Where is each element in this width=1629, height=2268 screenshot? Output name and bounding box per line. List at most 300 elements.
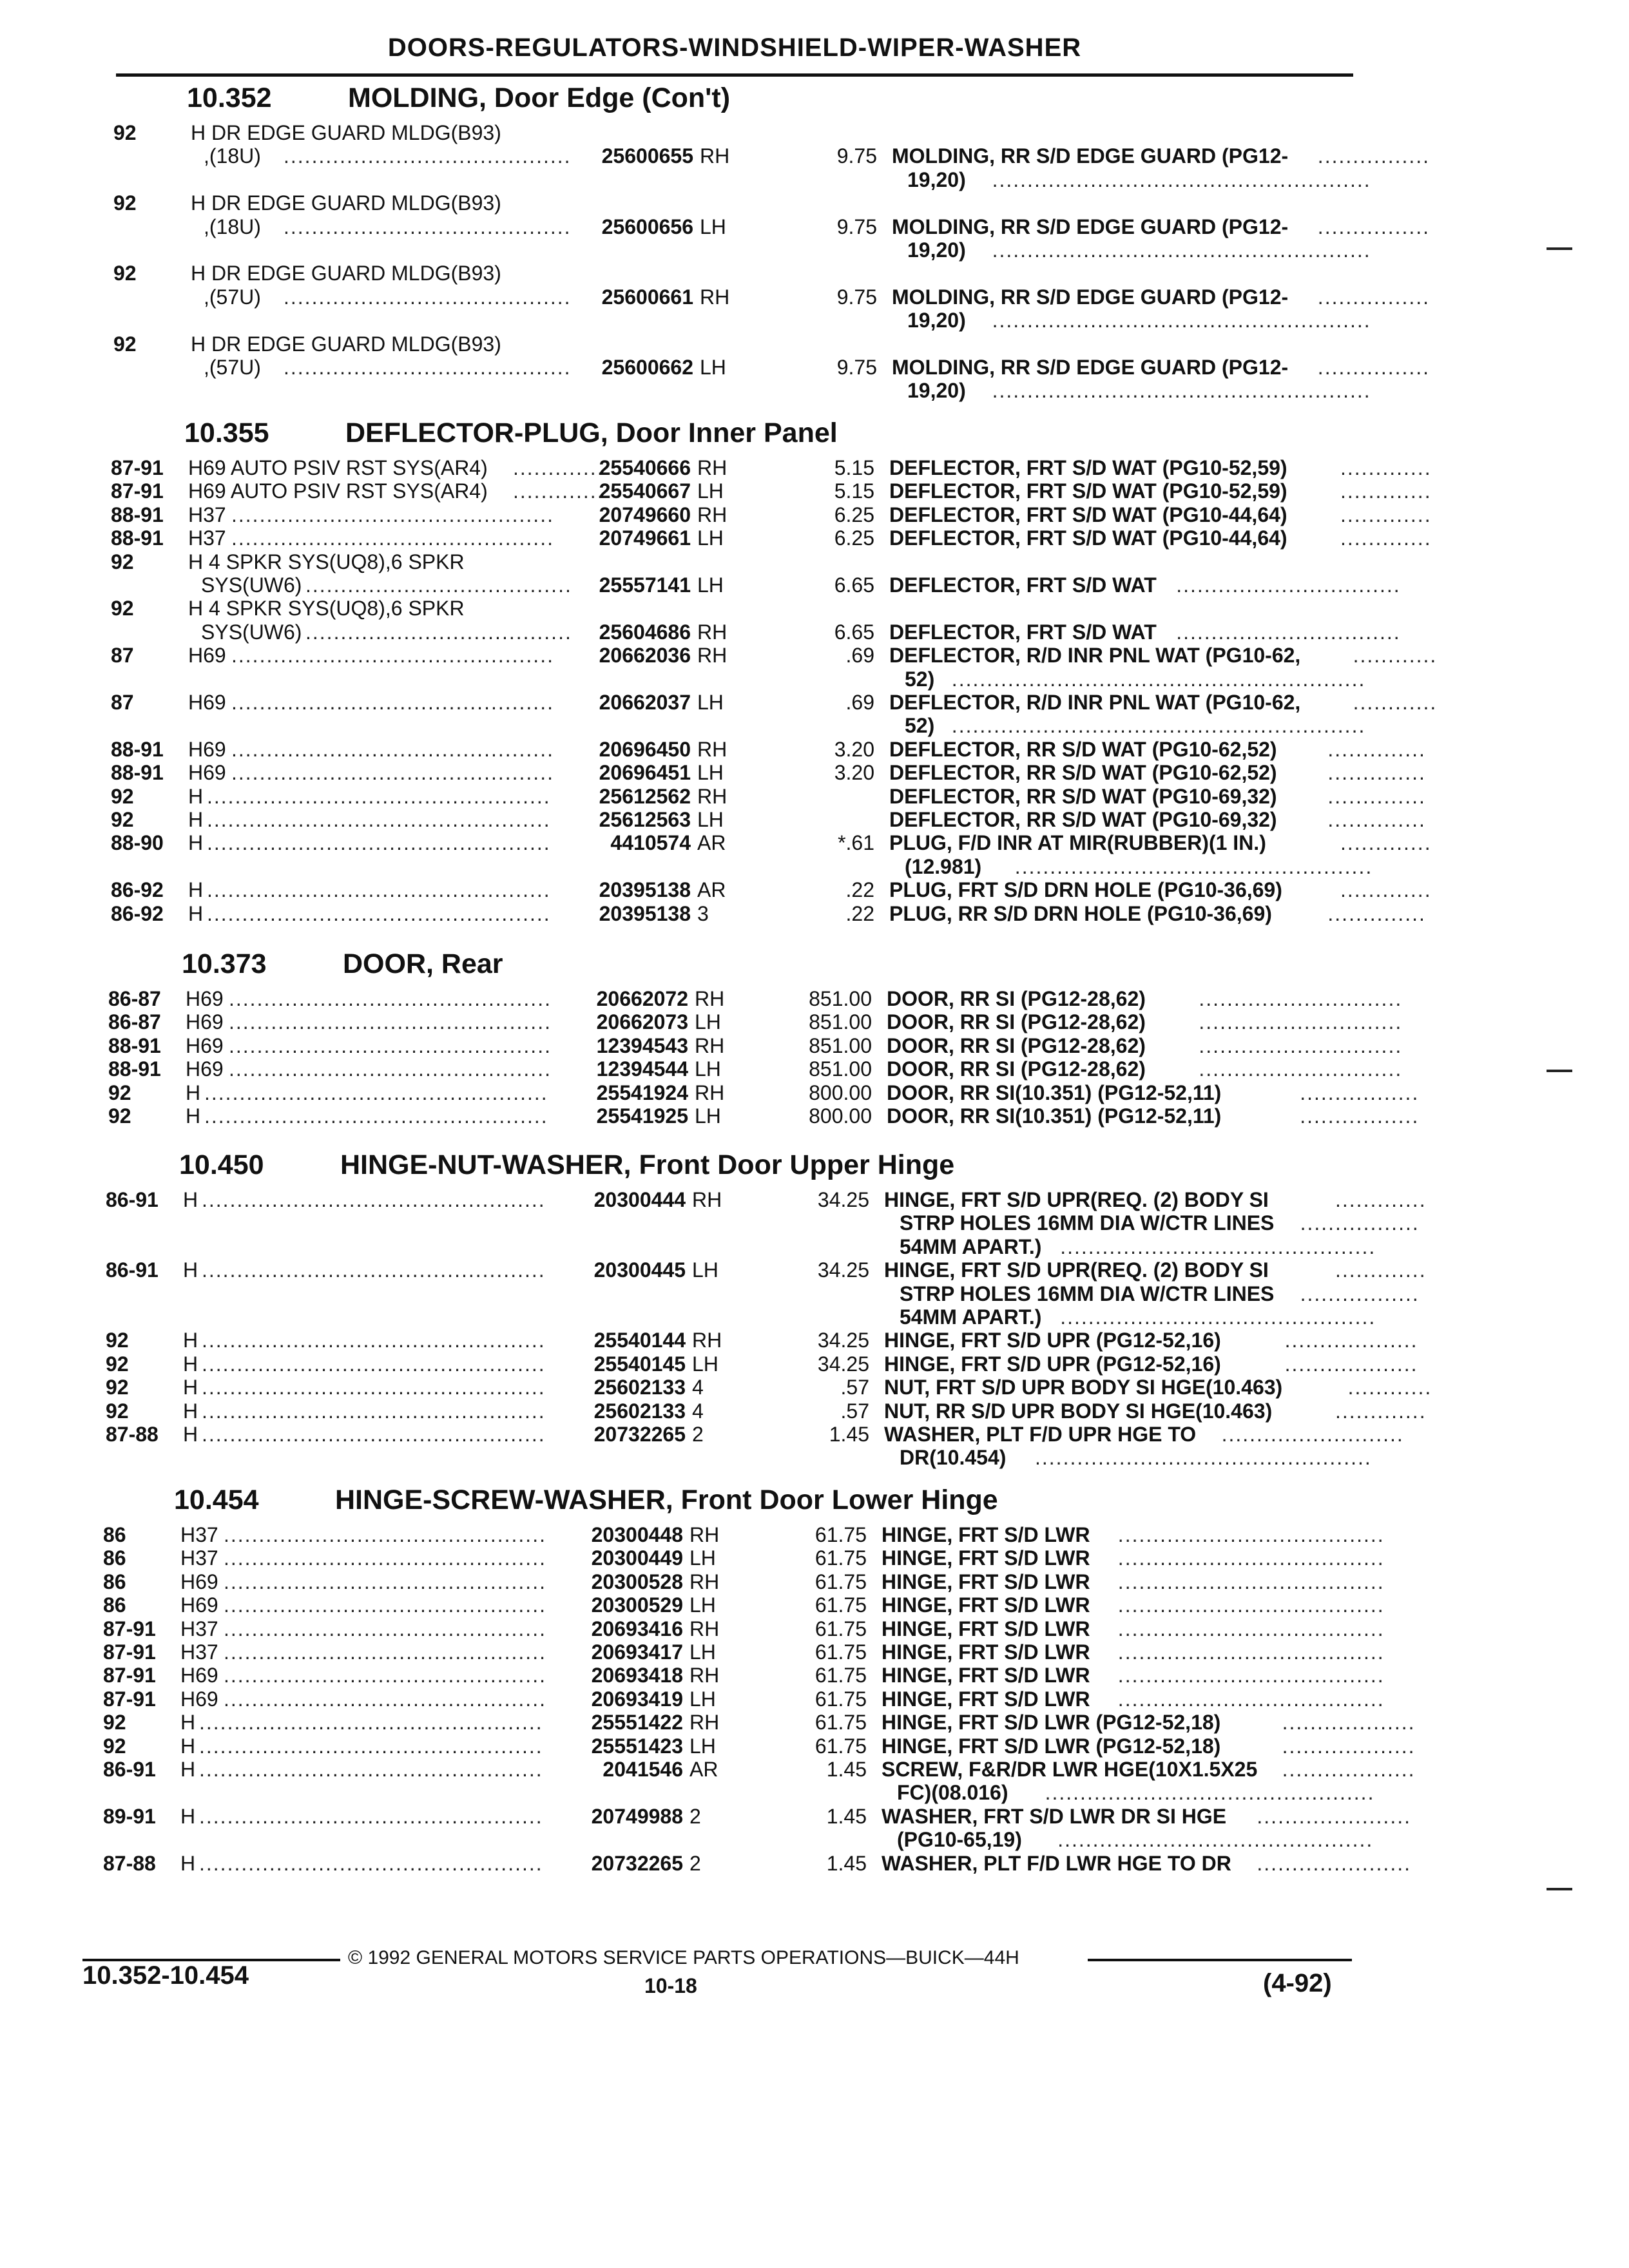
- part-number: 20300528: [591, 1570, 683, 1593]
- leader-dots: ...................: [1282, 1758, 1416, 1781]
- description: HINGE, FRT S/D UPR (PG12-52,16): [884, 1352, 1221, 1376]
- description: SCREW, F&R/DR LWR HGE(10X1.5X25: [882, 1758, 1258, 1781]
- leader-dots: ..............: [1327, 737, 1426, 761]
- model-code: H37: [180, 1640, 218, 1664]
- leader-dots: ................: [1317, 285, 1431, 309]
- model-code: ,(18U): [204, 144, 261, 168]
- section-number: 10.355: [184, 418, 269, 448]
- leader-dots: ................: [1317, 144, 1431, 168]
- part-row: [111, 714, 1400, 736]
- price: 34.25: [817, 1352, 869, 1376]
- quantity: LH: [700, 356, 726, 379]
- part-row: [106, 1376, 1432, 1399]
- model-code: H: [188, 878, 204, 902]
- leader-dots: .........................................: [284, 215, 572, 238]
- leader-dots: .............................................: [1060, 1235, 1376, 1258]
- part-number: 20732265: [593, 1423, 686, 1446]
- leader-dots: .............: [1340, 479, 1432, 503]
- description: DEFLECTOR, FRT S/D WAT (PG10-44,64): [889, 503, 1287, 526]
- model-year: 92: [103, 1734, 126, 1758]
- part-number: 25600655: [601, 144, 693, 168]
- leader-dots: ............: [1353, 691, 1438, 714]
- description: HINGE, FRT S/D LWR: [882, 1664, 1090, 1687]
- leader-dots: ......................................: [1117, 1687, 1385, 1711]
- part-row: [113, 215, 1431, 238]
- part-row: [111, 597, 1400, 619]
- model-year: 92: [106, 1329, 129, 1352]
- description: HINGE, FRT S/D LWR: [882, 1617, 1090, 1640]
- model-year: 87: [111, 691, 134, 714]
- part-number: 25604686: [599, 620, 691, 644]
- price: 5.15: [834, 456, 874, 479]
- leader-dots: .................................................: [207, 784, 551, 808]
- part-number: 20693416: [591, 1617, 683, 1640]
- part-row: [113, 191, 1402, 213]
- model-code: H: [183, 1376, 198, 1399]
- leader-dots: ...................: [1282, 1711, 1416, 1735]
- price: 61.75: [815, 1711, 867, 1735]
- leader-dots: ..............................................: [231, 761, 554, 785]
- part-number: 20749988: [591, 1804, 683, 1828]
- model-code: H69: [180, 1570, 218, 1593]
- leader-dots: ......................................: [1117, 1523, 1385, 1546]
- part-number: 12394543: [596, 1033, 688, 1057]
- model-code: H: [186, 1104, 201, 1128]
- leader-dots: ...........................................................: [951, 667, 1366, 691]
- leader-dots: .................: [1300, 1282, 1420, 1305]
- description: DEFLECTOR, RR S/D WAT (PG10-62,52): [889, 737, 1277, 761]
- part-row: [106, 1211, 1420, 1235]
- part-number: 2041546: [602, 1758, 683, 1781]
- description: 52): [905, 667, 935, 691]
- leader-dots: ................: [1317, 356, 1431, 379]
- model-year: 87-91: [111, 456, 164, 479]
- price: 3.20: [834, 761, 874, 785]
- model-code: H DR EDGE GUARD MLDG(B93): [191, 191, 501, 215]
- part-number: 25600662: [601, 356, 693, 379]
- price: .69: [845, 691, 874, 714]
- model-code: ,(57U): [204, 356, 261, 379]
- price: .57: [840, 1399, 869, 1423]
- model-year: 92: [111, 784, 134, 808]
- model-year: 86-91: [103, 1758, 156, 1781]
- part-number: 25541925: [596, 1104, 688, 1128]
- quantity: LH: [689, 1734, 716, 1758]
- quantity: LH: [689, 1687, 716, 1711]
- model-year: 87-88: [106, 1423, 159, 1446]
- part-number: 20662073: [596, 1010, 688, 1034]
- model-code: H: [180, 1804, 196, 1828]
- price: 5.15: [834, 479, 874, 503]
- quantity: 3: [697, 901, 709, 925]
- leader-dots: ................................: [1176, 573, 1401, 597]
- quantity: RH: [697, 784, 728, 808]
- description: 54MM APART.): [900, 1235, 1042, 1258]
- description: 19,20): [907, 168, 966, 191]
- model-year: 86: [103, 1593, 126, 1617]
- leader-dots: ............: [1347, 1376, 1432, 1399]
- price: 1.45: [829, 1423, 869, 1446]
- description: DEFLECTOR, RR S/D WAT (PG10-62,52): [889, 761, 1277, 785]
- leader-dots: ..............................................: [231, 691, 554, 714]
- leader-dots: ......................................: [1117, 1546, 1385, 1570]
- part-row: [111, 691, 1438, 714]
- leader-dots: ..............................................: [224, 1640, 546, 1664]
- part-row: [106, 1305, 1394, 1327]
- leader-dots: .................................................: [202, 1376, 546, 1399]
- part-row: [103, 1828, 1392, 1850]
- leader-dots: .................................................: [207, 831, 551, 855]
- price: 61.75: [815, 1617, 867, 1640]
- model-year: 88-91: [111, 737, 164, 761]
- description: 19,20): [907, 379, 966, 403]
- price: 61.75: [815, 1546, 867, 1570]
- price: .22: [845, 901, 874, 925]
- model-code: SYS(UW6): [201, 573, 302, 597]
- part-row: [111, 620, 1400, 642]
- model-code: H DR EDGE GUARD MLDG(B93): [191, 121, 501, 144]
- leader-dots: ......................................................: [992, 238, 1371, 262]
- leader-dots: .............................: [1199, 1057, 1403, 1081]
- description: HINGE, FRT S/D UPR(REQ. (2) BODY SI: [884, 1258, 1269, 1282]
- quantity: LH: [689, 1593, 716, 1617]
- part-number: 20693418: [591, 1664, 683, 1687]
- model-code: H: [188, 901, 204, 925]
- part-row: [103, 1687, 1392, 1709]
- model-year: 88-91: [108, 1057, 161, 1081]
- model-code: H: [183, 1188, 198, 1211]
- description: DEFLECTOR, FRT S/D WAT: [889, 573, 1157, 597]
- quantity: LH: [689, 1640, 716, 1664]
- quantity: LH: [697, 761, 724, 785]
- leader-dots: ..............................................: [224, 1617, 546, 1640]
- part-row: [111, 901, 1426, 925]
- part-row: [103, 1711, 1416, 1735]
- part-number: 20696451: [599, 761, 691, 785]
- description: 19,20): [907, 238, 966, 262]
- description: DEFLECTOR, FRT S/D WAT: [889, 620, 1157, 644]
- leader-dots: .................................................: [199, 1804, 543, 1828]
- description: MOLDING, RR S/D EDGE GUARD (PG12-: [892, 215, 1289, 238]
- footer-copyright: © 1992 GENERAL MOTORS SERVICE PARTS OPERATIONS—BUICK—44H: [348, 1947, 1019, 1968]
- quantity: LH: [689, 1546, 716, 1570]
- model-year: 87-91: [111, 479, 164, 503]
- description: 54MM APART.): [900, 1305, 1042, 1329]
- leader-dots: ..............: [1327, 901, 1426, 925]
- price: 1.45: [826, 1758, 867, 1781]
- part-number: 25540145: [593, 1352, 686, 1376]
- part-number: 25602133: [593, 1376, 686, 1399]
- model-year: 92: [103, 1711, 126, 1735]
- description: DEFLECTOR, FRT S/D WAT (PG10-52,59): [889, 479, 1287, 503]
- leader-dots: .................................................: [202, 1329, 546, 1352]
- model-code: H69: [188, 691, 226, 714]
- part-row: [113, 309, 1402, 331]
- quantity: LH: [695, 1010, 721, 1034]
- model-year: 88-91: [111, 503, 164, 526]
- description: DEFLECTOR, R/D INR PNL WAT (PG10-62,: [889, 691, 1301, 714]
- price: 851.00: [809, 1033, 872, 1057]
- part-row: [111, 831, 1432, 855]
- description: DEFLECTOR, RR S/D WAT (PG10-69,32): [889, 808, 1277, 831]
- price: 6.25: [834, 503, 874, 526]
- leader-dots: ...................: [1284, 1329, 1418, 1352]
- section-number: 10.454: [174, 1485, 259, 1515]
- part-row: [106, 1188, 1427, 1211]
- part-row: [113, 332, 1402, 354]
- model-code: H 4 SPKR SYS(UQ8),6 SPKR: [188, 550, 465, 573]
- leader-dots: .................................................: [207, 808, 551, 831]
- description: DEFLECTOR, RR S/D WAT (PG10-69,32): [889, 784, 1277, 808]
- quantity: 4: [692, 1399, 704, 1423]
- part-number: 25551422: [591, 1711, 683, 1735]
- leader-dots: ......................................: [1117, 1617, 1385, 1640]
- section-title: HINGE-NUT-WASHER, Front Door Upper Hinge: [340, 1149, 955, 1180]
- quantity: RH: [700, 285, 730, 309]
- section-title: HINGE-SCREW-WASHER, Front Door Lower Hinge: [335, 1485, 998, 1515]
- leader-dots: ..............................................: [224, 1546, 546, 1570]
- price: 6.25: [834, 526, 874, 550]
- leader-dots: .................................................: [202, 1399, 546, 1423]
- leader-dots: .................................................: [207, 901, 551, 925]
- description: DEFLECTOR, R/D INR PNL WAT (PG10-62,: [889, 644, 1301, 668]
- quantity: LH: [692, 1258, 718, 1282]
- part-row: [106, 1446, 1394, 1468]
- part-row: [108, 1010, 1403, 1034]
- description: (PG10-65,19): [897, 1828, 1022, 1852]
- part-row: [108, 987, 1403, 1010]
- part-number: 25557141: [599, 573, 691, 597]
- model-year: 86-92: [111, 901, 164, 925]
- price: 6.65: [834, 573, 874, 597]
- price: 61.75: [815, 1640, 867, 1664]
- description: HINGE, FRT S/D LWR: [882, 1640, 1090, 1664]
- part-row: [111, 878, 1432, 902]
- model-code: H: [186, 1081, 201, 1104]
- section-heading: [116, 82, 1405, 115]
- leader-dots: .............: [1335, 1399, 1427, 1423]
- part-number: 4410574: [610, 831, 691, 855]
- description: HINGE, FRT S/D LWR (PG12-52,18): [882, 1711, 1221, 1735]
- model-year: 92: [113, 191, 137, 215]
- description: DOOR, RR SI (PG12-28,62): [887, 1033, 1146, 1057]
- part-number: 25551423: [591, 1734, 683, 1758]
- part-row: [113, 144, 1431, 168]
- model-code: SYS(UW6): [201, 620, 302, 644]
- leader-dots: ......................................: [305, 620, 572, 644]
- leader-dots: ...................: [1282, 1734, 1416, 1758]
- section-heading: [103, 1485, 1392, 1517]
- leader-dots: .............: [513, 456, 604, 479]
- price: *.61: [838, 831, 874, 855]
- leader-dots: .............................................: [1060, 1305, 1376, 1329]
- price: 61.75: [815, 1523, 867, 1546]
- description: HINGE, FRT S/D LWR: [882, 1687, 1090, 1711]
- description: 19,20): [907, 309, 966, 332]
- part-row: [111, 526, 1432, 550]
- part-number: 20300449: [591, 1546, 683, 1570]
- part-number: 20749661: [599, 526, 691, 550]
- model-year: 92: [106, 1376, 129, 1399]
- quantity: RH: [697, 620, 728, 644]
- model-year: 92: [111, 550, 134, 573]
- model-year: 86: [103, 1523, 126, 1546]
- model-year: 88-91: [111, 526, 164, 550]
- quantity: RH: [697, 644, 728, 668]
- part-row: [111, 784, 1426, 808]
- model-code: H: [188, 831, 204, 855]
- quantity: RH: [695, 1033, 725, 1057]
- part-row: [111, 668, 1400, 689]
- part-row: [106, 1258, 1427, 1282]
- leader-dots: .................: [1300, 1104, 1420, 1128]
- leader-dots: ..............: [1327, 808, 1426, 831]
- description: PLUG, FRT S/D DRN HOLE (PG10-36,69): [889, 878, 1282, 902]
- quantity: LH: [697, 573, 724, 597]
- leader-dots: ..............................................: [229, 987, 552, 1010]
- price: .22: [845, 878, 874, 902]
- model-year: 88-91: [111, 761, 164, 785]
- leader-dots: .................................................: [204, 1104, 548, 1128]
- model-year: 86-91: [106, 1188, 159, 1211]
- quantity: RH: [697, 737, 728, 761]
- price: 61.75: [815, 1734, 867, 1758]
- part-row: [103, 1640, 1392, 1662]
- description: MOLDING, RR S/D EDGE GUARD (PG12-: [892, 285, 1289, 309]
- leader-dots: .............: [1340, 456, 1432, 479]
- price: 3.20: [834, 737, 874, 761]
- quantity: AR: [697, 878, 726, 902]
- leader-dots: ...................................................: [1014, 854, 1373, 878]
- description: PLUG, RR S/D DRN HOLE (PG10-36,69): [889, 901, 1272, 925]
- quantity: 2: [689, 1804, 701, 1828]
- section-heading: [108, 1149, 1397, 1182]
- price: 800.00: [809, 1081, 872, 1104]
- part-row: [103, 1593, 1392, 1615]
- description: WASHER, PLT F/D UPR HGE TO: [884, 1423, 1197, 1446]
- part-row: [103, 1758, 1416, 1781]
- model-code: H69 AUTO PSIV RST SYS(AR4): [188, 479, 488, 503]
- description: HINGE, FRT S/D LWR: [882, 1546, 1090, 1570]
- model-code: H69: [188, 761, 226, 785]
- model-year: 92: [108, 1081, 131, 1104]
- part-row: [108, 1057, 1403, 1081]
- model-year: 86-92: [111, 878, 164, 902]
- quantity: RH: [697, 503, 728, 526]
- part-row: [106, 1235, 1394, 1257]
- description: DOOR, RR SI(10.351) (PG12-52,11): [887, 1081, 1222, 1104]
- price: 61.75: [815, 1593, 867, 1617]
- price: 9.75: [836, 215, 877, 238]
- price: 800.00: [809, 1104, 872, 1128]
- leader-dots: ......................: [1257, 1851, 1411, 1875]
- leader-dots: ............: [1353, 644, 1438, 668]
- model-code: H37: [180, 1523, 218, 1546]
- leader-dots: .............................: [1199, 987, 1403, 1010]
- model-code: H69: [186, 987, 224, 1010]
- description: STRP HOLES 16MM DIA W/CTR LINES: [900, 1282, 1275, 1305]
- price: 9.75: [836, 356, 877, 379]
- leader-dots: .................................................: [199, 1851, 543, 1875]
- leader-dots: ......................................................: [992, 309, 1371, 332]
- description: HINGE, FRT S/D LWR (PG12-52,18): [882, 1734, 1221, 1758]
- model-code: H: [183, 1399, 198, 1423]
- leader-dots: .................................................: [202, 1423, 546, 1446]
- leader-dots: ...............................................: [1045, 1781, 1375, 1805]
- quantity: RH: [700, 144, 730, 168]
- quantity: LH: [700, 215, 726, 238]
- model-code: H69: [188, 644, 226, 668]
- part-number: 20749660: [599, 503, 691, 526]
- model-code: H69 AUTO PSIV RST SYS(AR4): [188, 456, 488, 479]
- description: 52): [905, 714, 935, 738]
- price: 61.75: [815, 1687, 867, 1711]
- model-year: 86-91: [106, 1258, 159, 1282]
- leader-dots: ..........................: [1221, 1423, 1404, 1446]
- model-code: H: [180, 1758, 196, 1781]
- model-code: H69: [186, 1057, 224, 1081]
- section-number: 10.373: [182, 948, 267, 979]
- model-code: H DR EDGE GUARD MLDG(B93): [191, 262, 501, 285]
- part-row: [113, 121, 1402, 143]
- model-year: 89-91: [103, 1804, 156, 1828]
- leader-dots: ................: [1317, 215, 1431, 238]
- price: 34.25: [817, 1329, 869, 1352]
- description: DOOR, RR SI (PG12-28,62): [887, 987, 1146, 1010]
- quantity: AR: [697, 831, 726, 855]
- footer-page-number: 10-18: [644, 1974, 697, 1997]
- part-row: [111, 573, 1400, 595]
- leader-dots: ..............................................: [231, 644, 554, 668]
- leader-dots: ..............................................: [224, 1523, 546, 1546]
- model-year: 87-91: [103, 1617, 156, 1640]
- part-row: [103, 1851, 1411, 1875]
- model-year: 86-87: [108, 1010, 161, 1034]
- part-row: [103, 1546, 1392, 1568]
- leader-dots: ..............................................: [231, 737, 554, 761]
- part-number: 20662036: [599, 644, 691, 668]
- quantity: 4: [692, 1376, 704, 1399]
- quantity: RH: [695, 1081, 725, 1104]
- part-number: 20395138: [599, 901, 691, 925]
- leader-dots: ..............................................: [231, 526, 554, 550]
- model-code: ,(18U): [204, 215, 261, 238]
- header-rule: [116, 73, 1353, 77]
- model-year: 87-91: [103, 1640, 156, 1664]
- leader-dots: .............: [1340, 878, 1432, 902]
- quantity: RH: [697, 456, 728, 479]
- leader-dots: ......................: [1257, 1804, 1411, 1828]
- leader-dots: ...................: [1284, 1352, 1418, 1376]
- part-number: 20662037: [599, 691, 691, 714]
- model-year: 86: [103, 1570, 126, 1593]
- part-row: [106, 1352, 1418, 1376]
- model-code: H69: [180, 1593, 218, 1617]
- quantity: LH: [697, 691, 724, 714]
- part-number: 25602133: [593, 1399, 686, 1423]
- leader-dots: ......................................: [1117, 1570, 1385, 1593]
- quantity: LH: [695, 1104, 721, 1128]
- model-code: H: [183, 1329, 198, 1352]
- section-title: MOLDING, Door Edge (Con't): [348, 82, 731, 113]
- leader-dots: ......................................: [1117, 1640, 1385, 1664]
- description: MOLDING, RR S/D EDGE GUARD (PG12-: [892, 144, 1289, 168]
- quantity: RH: [689, 1617, 720, 1640]
- model-code: H37: [180, 1617, 218, 1640]
- model-year: 87-88: [103, 1851, 156, 1875]
- model-code: H: [183, 1352, 198, 1376]
- quantity: RH: [692, 1329, 722, 1352]
